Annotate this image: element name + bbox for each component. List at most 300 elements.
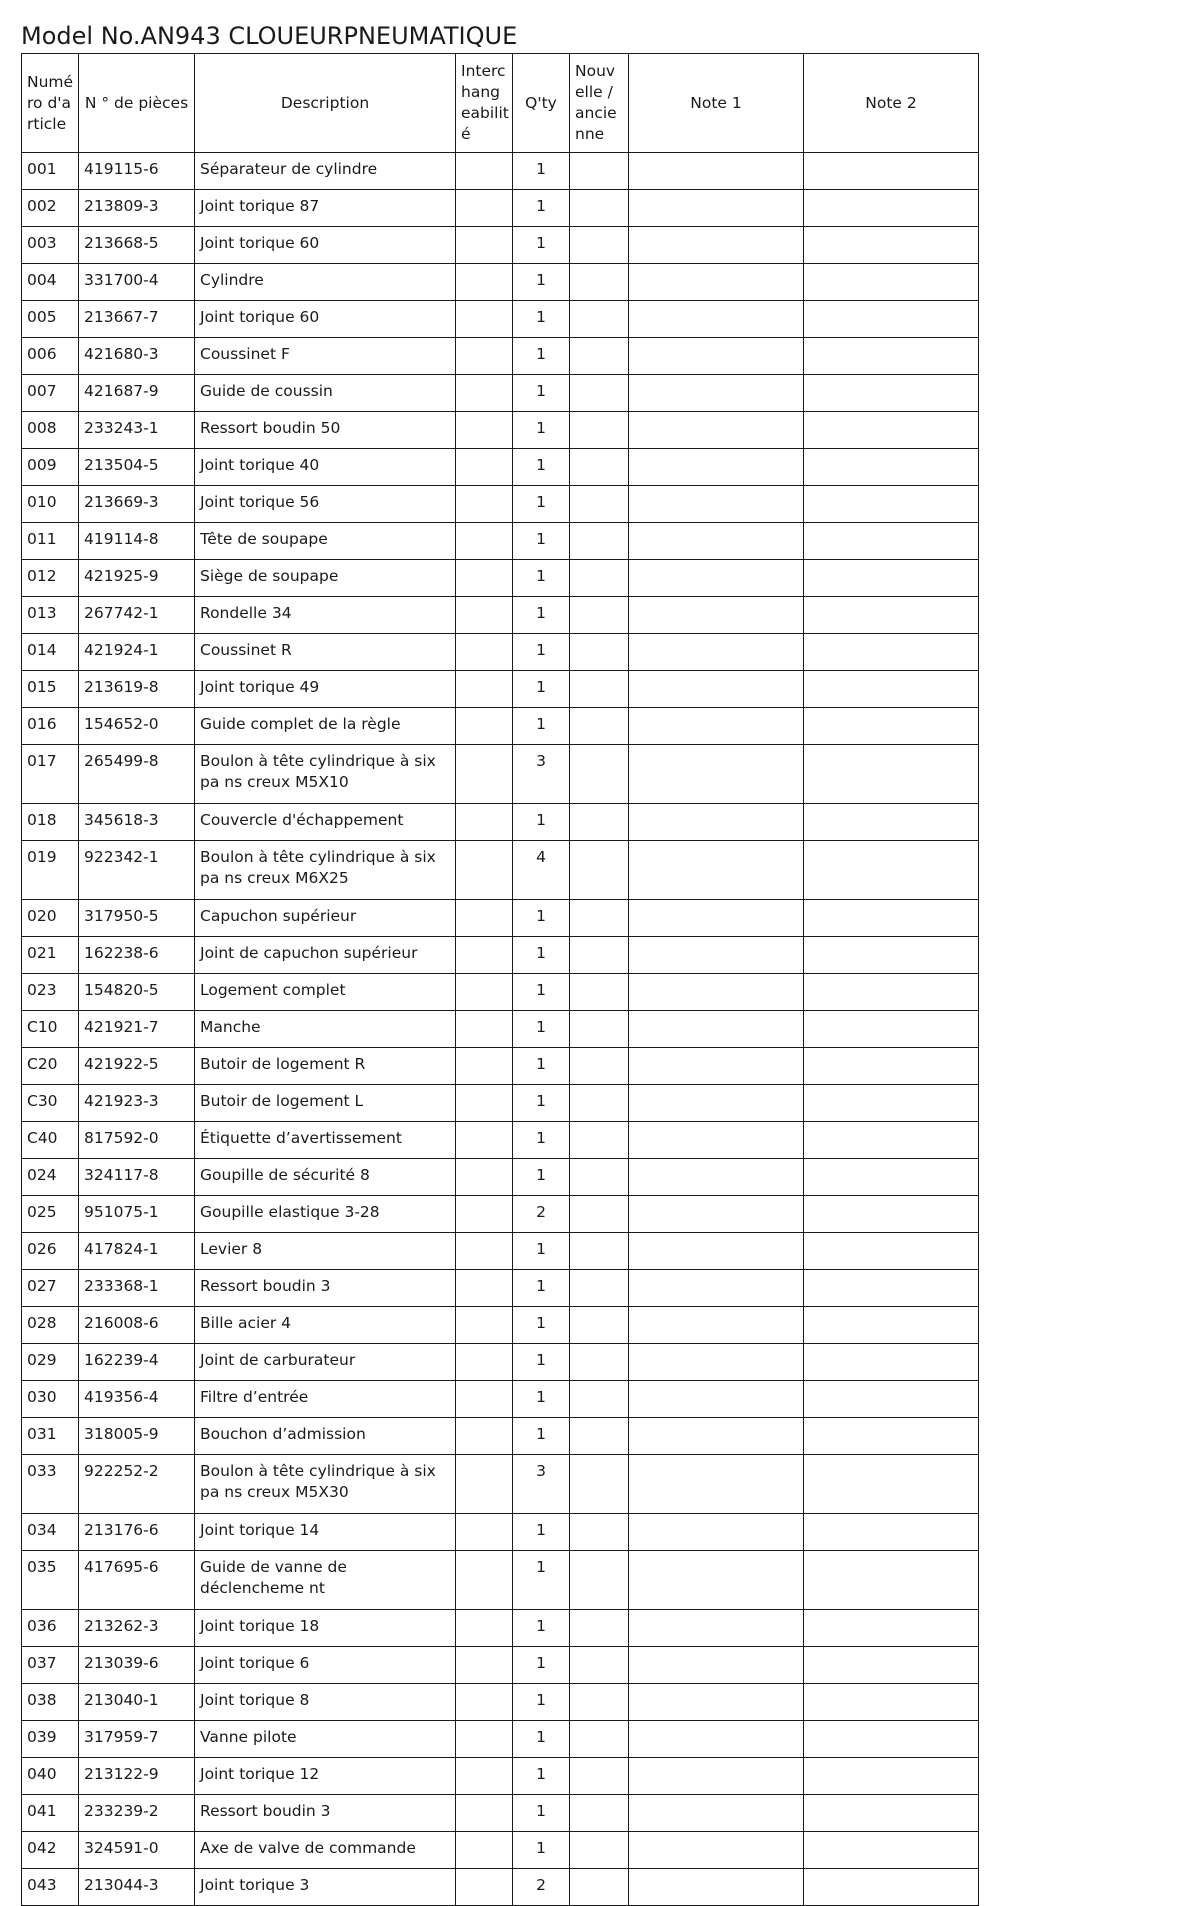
cell-article-number: 033 [22,1455,79,1514]
cell-part-number: 324591-0 [79,1832,195,1869]
cell-note-2 [804,1721,979,1758]
cell-note-1 [629,804,804,841]
cell-note-2 [804,671,979,708]
cell-part-number: 417695-6 [79,1551,195,1610]
cell-note-1 [629,974,804,1011]
cell-description: Joint de capuchon supérieur [195,937,456,974]
cell-part-number: 213176-6 [79,1514,195,1551]
cell-note-1 [629,1647,804,1684]
header-note-2: Note 2 [804,54,979,153]
cell-quantity: 2 [513,1196,570,1233]
cell-note-2 [804,841,979,900]
cell-new-old [570,1832,629,1869]
cell-note-2 [804,301,979,338]
cell-part-number: 421924-1 [79,634,195,671]
cell-interchangeability [456,486,513,523]
table-row [22,1270,979,1307]
cell-quantity: 1 [513,486,570,523]
table-row [22,1307,979,1344]
cell-new-old [570,597,629,634]
table-row [22,375,979,412]
cell-new-old [570,449,629,486]
cell-note-1 [629,1233,804,1270]
parts-table [21,53,979,1906]
cell-article-number: 037 [22,1647,79,1684]
cell-description: Logement complet [195,974,456,1011]
cell-part-number: 162239-4 [79,1344,195,1381]
cell-part-number: 216008-6 [79,1307,195,1344]
cell-new-old [570,560,629,597]
cell-note-2 [804,1159,979,1196]
cell-interchangeability [456,1869,513,1906]
cell-note-1 [629,1514,804,1551]
table-row [22,974,979,1011]
cell-description: Joint torique 12 [195,1758,456,1795]
cell-quantity: 1 [513,1159,570,1196]
table-row [22,1869,979,1906]
cell-interchangeability [456,190,513,227]
cell-quantity: 1 [513,153,570,190]
cell-note-1 [629,1344,804,1381]
cell-note-2 [804,1647,979,1684]
cell-interchangeability [456,449,513,486]
cell-description: Ressort boudin 3 [195,1270,456,1307]
cell-new-old [570,1869,629,1906]
cell-note-1 [629,841,804,900]
cell-interchangeability [456,1196,513,1233]
cell-part-number: 213668-5 [79,227,195,264]
cell-interchangeability [456,841,513,900]
cell-article-number: 009 [22,449,79,486]
cell-note-1 [629,190,804,227]
cell-note-2 [804,937,979,974]
cell-description: Étiquette d’avertissement [195,1122,456,1159]
cell-part-number: 317959-7 [79,1721,195,1758]
table-row [22,486,979,523]
table-row [22,1455,979,1514]
cell-note-1 [629,1381,804,1418]
cell-description: Goupille de sécurité 8 [195,1159,456,1196]
table-row [22,745,979,804]
cell-article-number: 024 [22,1159,79,1196]
cell-article-number: 036 [22,1610,79,1647]
cell-article-number: 010 [22,486,79,523]
cell-quantity: 1 [513,937,570,974]
cell-new-old [570,841,629,900]
table-row [22,1647,979,1684]
cell-quantity: 1 [513,301,570,338]
cell-interchangeability [456,1270,513,1307]
cell-description: Butoir de logement R [195,1048,456,1085]
cell-part-number: 922252-2 [79,1455,195,1514]
cell-part-number: 419114-8 [79,523,195,560]
cell-description: Ressort boudin 50 [195,412,456,449]
cell-interchangeability [456,523,513,560]
cell-interchangeability [456,937,513,974]
cell-part-number: 419115-6 [79,153,195,190]
table-row [22,523,979,560]
cell-note-2 [804,1048,979,1085]
cell-description: Joint torique 56 [195,486,456,523]
cell-interchangeability [456,1721,513,1758]
cell-note-2 [804,449,979,486]
cell-note-2 [804,900,979,937]
cell-part-number: 267742-1 [79,597,195,634]
cell-quantity: 1 [513,1514,570,1551]
cell-quantity: 1 [513,900,570,937]
cell-article-number: 020 [22,900,79,937]
table-row [22,841,979,900]
table-row [22,900,979,937]
cell-article-number: 030 [22,1381,79,1418]
cell-part-number: 331700-4 [79,264,195,301]
cell-part-number: 213122-9 [79,1758,195,1795]
cell-part-number: 345618-3 [79,804,195,841]
header-new-old: Nouv elle / ancie nne [570,54,629,153]
table-row [22,560,979,597]
table-row [22,1684,979,1721]
page-title: Model No.AN943 CLOUEURPNEUMATIQUE [21,22,518,50]
cell-new-old [570,1233,629,1270]
cell-note-1 [629,153,804,190]
cell-quantity: 1 [513,1551,570,1610]
cell-note-1 [629,1758,804,1795]
cell-description: Filtre d’entrée [195,1381,456,1418]
cell-description: Manche [195,1011,456,1048]
cell-description: Boulon à tête cylindrique à six pa ns creux M6X25 [195,841,456,900]
cell-article-number: 008 [22,412,79,449]
cell-new-old [570,375,629,412]
cell-new-old [570,1196,629,1233]
cell-part-number: 421923-3 [79,1085,195,1122]
cell-note-1 [629,1455,804,1514]
table-header-row [22,54,979,153]
cell-note-1 [629,900,804,937]
table-row [22,1551,979,1610]
table-row [22,227,979,264]
table-row [22,597,979,634]
cell-interchangeability [456,264,513,301]
cell-note-2 [804,1233,979,1270]
cell-article-number: 014 [22,634,79,671]
cell-note-2 [804,523,979,560]
cell-note-1 [629,597,804,634]
cell-note-2 [804,708,979,745]
cell-note-2 [804,1196,979,1233]
cell-description: Rondelle 34 [195,597,456,634]
cell-part-number: 421925-9 [79,560,195,597]
cell-quantity: 1 [513,974,570,1011]
table-row [22,1344,979,1381]
cell-part-number: 421922-5 [79,1048,195,1085]
table-row [22,1048,979,1085]
cell-part-number: 213044-3 [79,1869,195,1906]
cell-part-number: 154652-0 [79,708,195,745]
cell-article-number: 003 [22,227,79,264]
cell-note-2 [804,1455,979,1514]
table-row [22,671,979,708]
cell-new-old [570,1418,629,1455]
table-row [22,708,979,745]
cell-interchangeability [456,974,513,1011]
table-row [22,634,979,671]
table-row [22,1233,979,1270]
cell-note-2 [804,1610,979,1647]
cell-part-number: 213040-1 [79,1684,195,1721]
cell-interchangeability [456,1647,513,1684]
table-row [22,804,979,841]
cell-new-old [570,708,629,745]
table-row [22,449,979,486]
cell-note-2 [804,1270,979,1307]
table-row [22,1085,979,1122]
cell-description: Joint torique 60 [195,227,456,264]
cell-interchangeability [456,1551,513,1610]
cell-note-2 [804,1869,979,1906]
cell-note-1 [629,1048,804,1085]
cell-note-2 [804,1551,979,1610]
cell-part-number: 162238-6 [79,937,195,974]
cell-part-number: 213504-5 [79,449,195,486]
cell-quantity: 1 [513,1647,570,1684]
cell-article-number: C30 [22,1085,79,1122]
cell-part-number: 213809-3 [79,190,195,227]
cell-quantity: 1 [513,804,570,841]
cell-quantity: 1 [513,1048,570,1085]
cell-description: Siège de soupape [195,560,456,597]
cell-article-number: 013 [22,597,79,634]
cell-quantity: 1 [513,375,570,412]
cell-part-number: 233368-1 [79,1270,195,1307]
cell-note-2 [804,338,979,375]
cell-quantity: 3 [513,745,570,804]
cell-interchangeability [456,1011,513,1048]
cell-part-number: 154820-5 [79,974,195,1011]
table-row [22,153,979,190]
cell-interchangeability [456,560,513,597]
cell-description: Guide de coussin [195,375,456,412]
cell-part-number: 951075-1 [79,1196,195,1233]
cell-note-1 [629,1307,804,1344]
cell-article-number: 038 [22,1684,79,1721]
cell-interchangeability [456,338,513,375]
cell-note-1 [629,412,804,449]
cell-note-1 [629,634,804,671]
table-row [22,1758,979,1795]
header-description: Description [195,54,456,153]
cell-new-old [570,1455,629,1514]
table-row [22,937,979,974]
cell-description: Guide de vanne de déclencheme nt [195,1551,456,1610]
cell-quantity: 1 [513,227,570,264]
cell-note-1 [629,1721,804,1758]
cell-description: Joint torique 60 [195,301,456,338]
table-row [22,1721,979,1758]
cell-note-2 [804,634,979,671]
cell-article-number: 028 [22,1307,79,1344]
cell-article-number: C20 [22,1048,79,1085]
cell-description: Boulon à tête cylindrique à six pa ns creux M5X10 [195,745,456,804]
cell-article-number: 012 [22,560,79,597]
cell-article-number: 023 [22,974,79,1011]
cell-part-number: 265499-8 [79,745,195,804]
cell-quantity: 3 [513,1455,570,1514]
cell-quantity: 1 [513,1344,570,1381]
cell-quantity: 1 [513,1122,570,1159]
cell-article-number: 042 [22,1832,79,1869]
cell-note-2 [804,597,979,634]
cell-description: Coussinet R [195,634,456,671]
cell-article-number: 018 [22,804,79,841]
cell-new-old [570,523,629,560]
cell-interchangeability [456,671,513,708]
table-row [22,338,979,375]
cell-new-old [570,671,629,708]
cell-part-number: 213669-3 [79,486,195,523]
cell-description: Levier 8 [195,1233,456,1270]
cell-part-number: 318005-9 [79,1418,195,1455]
cell-new-old [570,634,629,671]
cell-new-old [570,1514,629,1551]
cell-new-old [570,900,629,937]
cell-article-number: 025 [22,1196,79,1233]
cell-new-old [570,1721,629,1758]
cell-quantity: 1 [513,1307,570,1344]
cell-interchangeability [456,634,513,671]
cell-interchangeability [456,900,513,937]
cell-note-2 [804,1085,979,1122]
header-part-number: N ° de pièces [79,54,195,153]
cell-article-number: 002 [22,190,79,227]
table-row [22,1381,979,1418]
cell-article-number: 004 [22,264,79,301]
cell-note-1 [629,1551,804,1610]
cell-note-1 [629,375,804,412]
cell-quantity: 1 [513,1795,570,1832]
cell-article-number: 027 [22,1270,79,1307]
cell-part-number: 324117-8 [79,1159,195,1196]
cell-interchangeability [456,1048,513,1085]
cell-note-2 [804,974,979,1011]
cell-note-2 [804,190,979,227]
cell-quantity: 1 [513,708,570,745]
cell-note-2 [804,1307,979,1344]
cell-new-old [570,1758,629,1795]
cell-quantity: 1 [513,523,570,560]
table-row [22,1122,979,1159]
cell-new-old [570,1795,629,1832]
cell-description: Coussinet F [195,338,456,375]
cell-quantity: 1 [513,671,570,708]
cell-note-1 [629,560,804,597]
cell-description: Joint torique 6 [195,1647,456,1684]
cell-description: Joint torique 87 [195,190,456,227]
cell-interchangeability [456,1344,513,1381]
cell-description: Joint torique 18 [195,1610,456,1647]
cell-description: Joint torique 3 [195,1869,456,1906]
cell-interchangeability [456,153,513,190]
cell-quantity: 1 [513,1233,570,1270]
cell-note-2 [804,1795,979,1832]
cell-interchangeability [456,1159,513,1196]
cell-new-old [570,1048,629,1085]
cell-interchangeability [456,1307,513,1344]
cell-part-number: 213262-3 [79,1610,195,1647]
cell-note-2 [804,1514,979,1551]
cell-quantity: 1 [513,1381,570,1418]
cell-new-old [570,1270,629,1307]
cell-quantity: 1 [513,412,570,449]
cell-part-number: 421687-9 [79,375,195,412]
cell-part-number: 213039-6 [79,1647,195,1684]
cell-quantity: 1 [513,1270,570,1307]
cell-quantity: 1 [513,1684,570,1721]
cell-description: Cylindre [195,264,456,301]
cell-note-2 [804,412,979,449]
cell-description: Couvercle d'échappement [195,804,456,841]
cell-interchangeability [456,1085,513,1122]
cell-interchangeability [456,1795,513,1832]
cell-interchangeability [456,1832,513,1869]
cell-article-number: 015 [22,671,79,708]
cell-article-number: C10 [22,1011,79,1048]
cell-new-old [570,1344,629,1381]
cell-quantity: 1 [513,264,570,301]
cell-article-number: 026 [22,1233,79,1270]
cell-note-1 [629,1085,804,1122]
cell-article-number: 029 [22,1344,79,1381]
cell-new-old [570,1122,629,1159]
cell-note-2 [804,804,979,841]
cell-new-old [570,804,629,841]
cell-article-number: 021 [22,937,79,974]
cell-quantity: 1 [513,634,570,671]
cell-article-number: 016 [22,708,79,745]
cell-article-number: 007 [22,375,79,412]
cell-note-2 [804,1344,979,1381]
cell-quantity: 1 [513,1721,570,1758]
cell-description: Goupille elastique 3-28 [195,1196,456,1233]
table-row [22,1832,979,1869]
cell-quantity: 1 [513,1758,570,1795]
table-row [22,1196,979,1233]
cell-interchangeability [456,1684,513,1721]
cell-note-2 [804,264,979,301]
cell-quantity: 1 [513,1610,570,1647]
cell-note-2 [804,375,979,412]
cell-description: Guide complet de la règle [195,708,456,745]
cell-part-number: 213619-8 [79,671,195,708]
cell-note-1 [629,301,804,338]
cell-description: Bille acier 4 [195,1307,456,1344]
cell-note-1 [629,937,804,974]
cell-quantity: 1 [513,597,570,634]
cell-interchangeability [456,1122,513,1159]
cell-note-1 [629,264,804,301]
cell-note-1 [629,708,804,745]
cell-part-number: 419356-4 [79,1381,195,1418]
cell-article-number: 017 [22,745,79,804]
cell-new-old [570,937,629,974]
cell-interchangeability [456,1514,513,1551]
header-note-1: Note 1 [629,54,804,153]
cell-article-number: C40 [22,1122,79,1159]
header-interchangeability: Interc hang eabilit é [456,54,513,153]
cell-new-old [570,1684,629,1721]
cell-new-old [570,301,629,338]
parts-table-body [22,153,979,1906]
cell-note-1 [629,1684,804,1721]
